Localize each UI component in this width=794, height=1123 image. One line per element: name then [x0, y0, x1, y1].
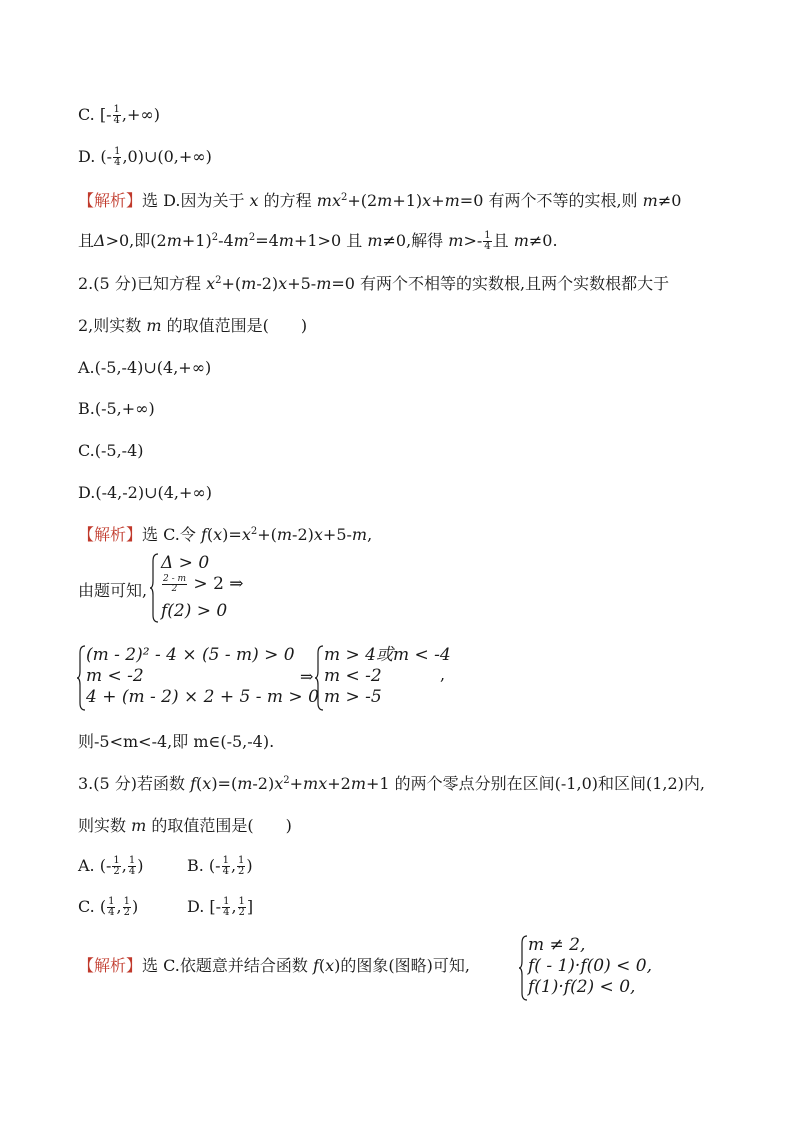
fraction-numerator: 1 [223, 896, 230, 907]
fraction-denominator: 2 [171, 584, 178, 594]
text: +5- [322, 525, 352, 544]
system-row: f(1)·f(2) < 0, [528, 977, 636, 997]
text: +( [257, 525, 277, 544]
text: , [230, 856, 237, 875]
fraction-denominator: 2 [123, 907, 130, 918]
q2-from-text: 由题可知, [78, 581, 148, 600]
q2-system-2 [76, 645, 319, 711]
fraction-numerator: 1 [113, 104, 120, 115]
implies-arrow: ⇒ [300, 667, 314, 686]
fraction [123, 897, 131, 918]
fraction [162, 575, 187, 594]
var: m [146, 316, 162, 335]
q1-option-c-end: ,+∞) [121, 105, 160, 124]
system-row: (m - 2)² - 4 × (5 - m) > 0 [86, 645, 295, 665]
var: x [278, 274, 288, 293]
text: +1) [392, 191, 423, 210]
text: ≠0 [657, 191, 682, 210]
var: m [351, 525, 368, 544]
system-row: 4 + (m - 2) × 2 + 5 - m > 0 [86, 687, 319, 707]
text: +5- [287, 274, 317, 293]
q1-option-c [78, 104, 160, 126]
q2-option-c: C.(-5,-4) [78, 441, 144, 460]
var: x [422, 191, 432, 210]
text: 选 D.因为关于 [142, 191, 250, 210]
fraction-denominator: 2 [238, 866, 245, 877]
q2-stem-line-1: 2.(5 分)已知方程 $x^2+(m-2)x+5-m=0$ 有两个不相等的实数根,且两个实数根都大于 [78, 274, 670, 293]
fraction-denominator: 4 [484, 241, 491, 252]
fraction-denominator: 4 [108, 907, 115, 918]
text: )的图象(图略)可知, [334, 956, 470, 975]
q1-option-d-end: ,0)∪(0,+∞) [122, 147, 212, 166]
fraction-denominator: 2 [113, 866, 120, 877]
var: x [241, 525, 251, 544]
text: ] [246, 897, 254, 916]
q2-system-3 [314, 645, 454, 711]
q3-option-b [187, 855, 253, 877]
var: m [367, 231, 383, 250]
var: x [325, 956, 335, 975]
q3-stem-line-1: 3.(5 分)若函数 $f(x)=(m-2)x^2+mx+2m+1$ 的两个零点分别在区间(-1,0)和区间(1,2)内, [78, 774, 706, 793]
fraction-denominator: 4 [223, 907, 230, 918]
text: 的取值范围是( ) [146, 816, 292, 835]
left-brace-icon [314, 645, 324, 711]
var: m [278, 231, 294, 250]
q2-analysis-line: 【解析】选 C.令 $f(x)=x^2+(m-2)x+5-m$, [78, 525, 373, 544]
text: C. ( [78, 897, 107, 916]
var: m [276, 525, 293, 544]
left-brace-icon [76, 645, 86, 711]
var: m [377, 191, 393, 210]
fraction-numerator: 1 [222, 855, 229, 866]
system-row: m < -2 [324, 666, 382, 686]
text: 3.(5 分)若函数 [78, 774, 191, 793]
text: )= [222, 525, 242, 544]
var: m [237, 774, 253, 793]
var: m [448, 231, 464, 250]
q1-option-d-text: D. (- [78, 147, 113, 166]
var: f [190, 774, 197, 793]
q2-system-1 [149, 553, 289, 625]
fraction [128, 856, 136, 877]
fraction [113, 147, 121, 168]
text: 选 C.依题意并结合函数 [142, 956, 313, 975]
fraction-numerator: 1 [114, 146, 121, 157]
system-row: f( - 1)·f(0) < 0, [528, 956, 652, 976]
fraction [483, 231, 491, 252]
var: x [274, 774, 284, 793]
text: ≠0,解得 [382, 231, 449, 250]
text: +(2 [347, 191, 378, 210]
text: B. (- [187, 856, 221, 875]
text: 选 C.令 [142, 525, 201, 544]
q1-analysis-line-1: 【解析】选 D.因为关于 x 的方程 $mx^2+(2m+1)x+m=0$ 有两个不等的实根,则 m≠0 [78, 191, 682, 210]
system-row: m < -2 [86, 666, 144, 686]
text: ) [137, 856, 144, 875]
text: ) [131, 897, 139, 916]
q3-option-a [78, 855, 143, 877]
var: m [166, 231, 182, 250]
q1-analysis-line-2: 且Δ>0,即$(2m+1)^2-4m^2=4m+1>0$ 且 m≠0,解得 m>- $\frac{1}{4}$ 且 m≠0. [78, 230, 558, 252]
text: =0 有两个不等的实根,则 [459, 191, 643, 210]
system-row: m > 4或m < -4 [324, 645, 451, 665]
q1-option-d [78, 146, 212, 168]
text: ( [196, 774, 203, 793]
q3-option-d [187, 896, 253, 918]
fraction-numerator: 1 [238, 855, 245, 866]
var: m [316, 274, 332, 293]
text: 的方程 [258, 191, 317, 210]
fraction-numerator: 1 [128, 855, 136, 866]
fraction [107, 897, 115, 918]
var: x [213, 525, 223, 544]
analysis-tag: 【解析】 [78, 525, 143, 544]
fraction [222, 856, 230, 877]
var: x [202, 774, 212, 793]
var: m [241, 274, 257, 293]
var: mx [316, 191, 341, 210]
analysis-tag: 【解析】 [78, 191, 143, 210]
text: +1) [181, 231, 212, 250]
text: , [116, 897, 122, 916]
fraction-numerator: 1 [238, 896, 245, 907]
q2-option-d: D.(-4,-2)∪(4,+∞) [78, 483, 212, 502]
var: m [513, 231, 529, 250]
text: +1 的两个零点分别在区间(-1,0)和区间(1,2)内, [365, 774, 706, 793]
fraction-numerator: 1 [108, 896, 115, 907]
text: =4 [255, 231, 279, 250]
var: x [249, 191, 259, 210]
fraction [222, 897, 230, 918]
text: ( [206, 525, 214, 544]
system-row: m ≠ 2, [528, 935, 586, 955]
text: , [121, 856, 127, 875]
fraction-denominator: 4 [128, 866, 136, 877]
var: Δ [94, 231, 106, 250]
text: ) [246, 856, 253, 875]
text: +1>0 且 [293, 231, 368, 250]
q1-option-c-text: C. [- [78, 105, 112, 124]
text: 且 [492, 231, 514, 250]
fraction-numerator: 1 [123, 896, 130, 907]
fraction [238, 897, 246, 918]
text: >- [463, 231, 483, 250]
system-row: Δ > 0 [161, 553, 210, 573]
q3-system [518, 935, 698, 1001]
text: + [431, 191, 445, 210]
system-row: f(2) > 0 [161, 601, 228, 621]
text: , [367, 525, 373, 544]
fraction [113, 105, 121, 126]
var: m [233, 231, 249, 250]
q2-conclusion: 则-5<m<-4,即 m∈(-5,-4). [78, 732, 275, 751]
var: m [642, 191, 658, 210]
fraction-denominator: 2 [238, 907, 245, 918]
q3-stem-line-2 [78, 815, 292, 837]
text: ( [318, 956, 326, 975]
analysis-tag: 【解析】 [78, 956, 143, 975]
fraction [237, 856, 245, 877]
q2-option-a: A.(-5,-4)∪(4,+∞) [78, 358, 212, 377]
left-brace-icon [518, 935, 528, 1001]
text: 的取值范围是( ) [161, 316, 308, 335]
q3-option-c [78, 896, 138, 918]
fraction-numerator: 2 - m [163, 574, 187, 584]
text: +( [221, 274, 242, 293]
var: x [313, 525, 323, 544]
fraction [112, 856, 120, 877]
var: f [312, 956, 319, 975]
fraction-denominator: 4 [114, 157, 121, 168]
q2-stem-line-2 [78, 315, 307, 337]
var: x [206, 274, 216, 293]
text: -2) [292, 525, 314, 544]
text: -2) [252, 774, 275, 793]
q2-option-b: B.(-5,+∞) [78, 399, 155, 418]
var: m [131, 816, 147, 835]
text: )=( [211, 774, 238, 793]
fraction-numerator: 1 [484, 230, 491, 241]
text: + [289, 774, 304, 793]
fraction-denominator: 4 [222, 866, 229, 877]
var: m [350, 774, 366, 793]
text: +2 [327, 774, 351, 793]
text: 2,则实数 [78, 316, 147, 335]
fraction-numerator: 1 [113, 855, 120, 866]
var: f [200, 525, 207, 544]
text: 则实数 [78, 816, 132, 835]
left-brace-icon [149, 553, 159, 623]
text: > 2 ⇒ [188, 574, 244, 594]
system-row [161, 574, 244, 595]
text: 且 [78, 231, 95, 250]
text: -4 [218, 231, 234, 250]
text: =0 有两个不相等的实数根,且两个实数根都大于 [331, 274, 670, 293]
text: A. (- [78, 856, 112, 875]
q3-analysis-line [78, 955, 470, 977]
text: 2.(5 分)已知方程 [78, 274, 207, 293]
fraction-denominator: 4 [113, 115, 120, 126]
text: D. [- [187, 897, 222, 916]
text: >0,即(2 [105, 231, 167, 250]
var: mx [303, 774, 328, 793]
system-row: m > -5 [324, 687, 382, 707]
system-comma: , [440, 665, 446, 684]
text: -2) [256, 274, 279, 293]
text: , [231, 897, 237, 916]
text: ≠0. [528, 231, 558, 250]
var: m [444, 191, 460, 210]
